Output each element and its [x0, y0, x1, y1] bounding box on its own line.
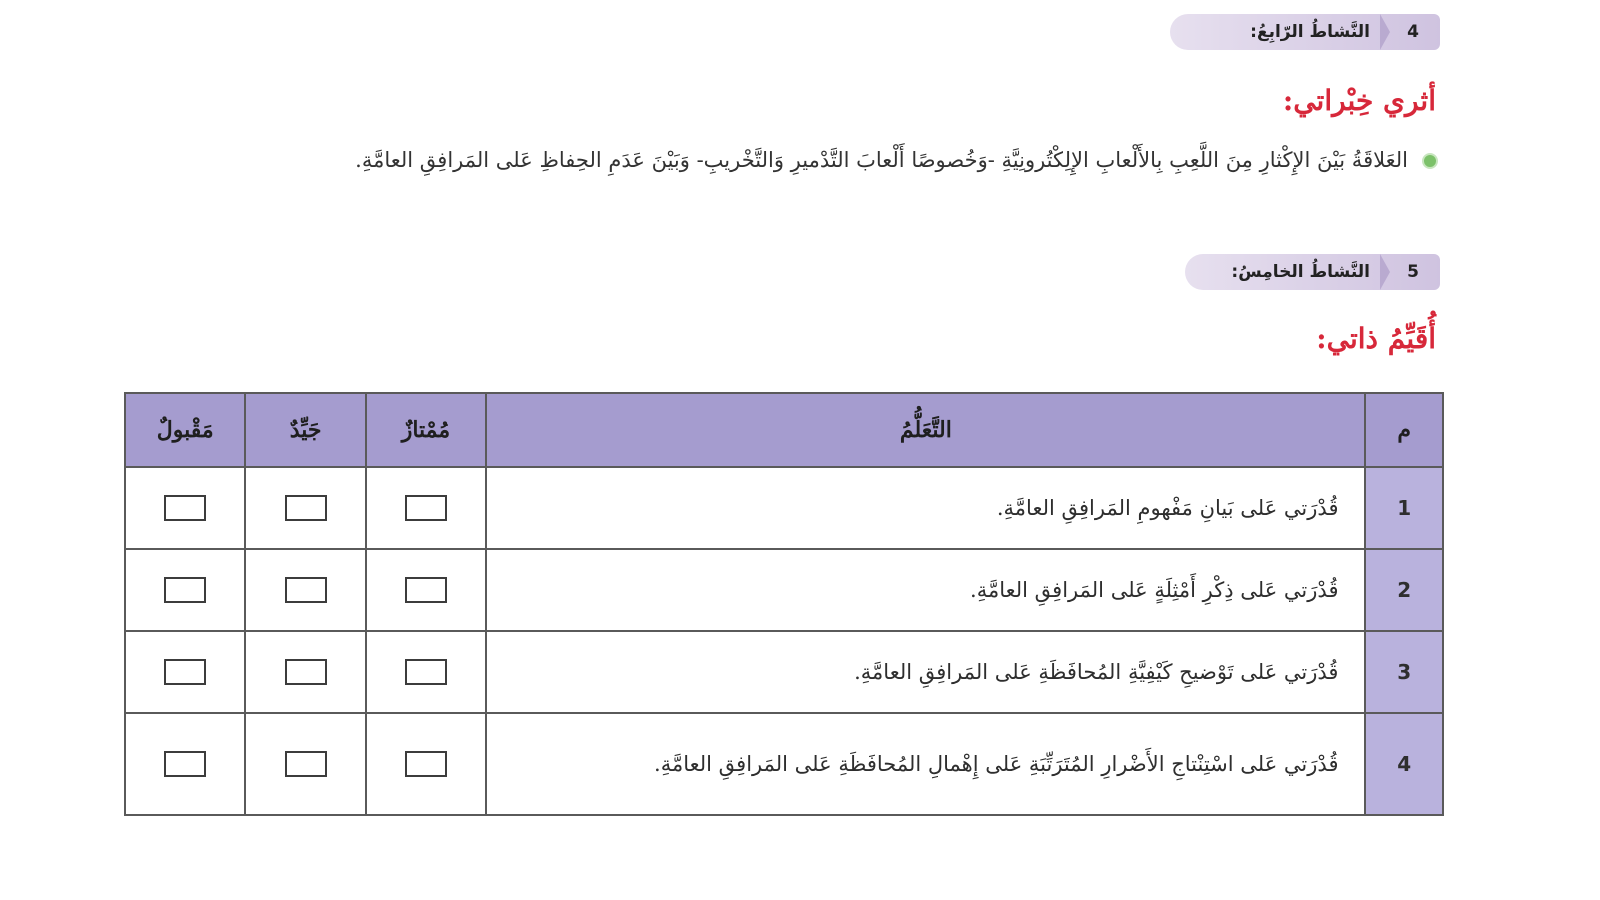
table-header-row — [125, 393, 1443, 467]
good-cell — [245, 549, 365, 631]
table-row — [125, 713, 1443, 815]
acceptable-cell — [125, 713, 245, 815]
row-text: قُدْرَتي عَلى تَوْضيحِ كَيْفِيَّةِ المُحافَظَةِ عَلى المَرافِقِ العامَّةِ. — [486, 631, 1365, 713]
good-checkbox[interactable] — [285, 751, 327, 777]
excellent-checkbox[interactable] — [405, 659, 447, 685]
activity-4-label: النَّشاطُ الرّابِعُ: — [1250, 22, 1370, 42]
acceptable-cell — [125, 467, 245, 549]
header-good: جَيِّدٌ — [245, 393, 365, 467]
enrich-heading: أثري خِبْراتي: — [1282, 84, 1436, 117]
excellent-checkbox[interactable] — [405, 577, 447, 603]
pill-arrow-icon — [1380, 14, 1390, 50]
table-row — [125, 467, 1443, 549]
excellent-cell — [366, 631, 486, 713]
activity-4-pill — [1170, 14, 1440, 50]
table-row — [125, 631, 1443, 713]
good-checkbox[interactable] — [285, 577, 327, 603]
bullet-dot-icon — [1422, 153, 1438, 169]
acceptable-checkbox[interactable] — [164, 577, 206, 603]
row-text: قُدْرَتي عَلى اسْتِنْتاجِ الأَضْرارِ المُتَرَتِّبَةِ عَلى إِهْمالِ المُحافَظَةِ عَلى المَرافِقِ العامَّةِ. — [486, 713, 1365, 815]
header-index: م — [1365, 393, 1443, 467]
self-assessment-heading: أُقَيِّمُ ذاتي: — [1316, 322, 1436, 355]
row-text: قُدْرَتي عَلى بَيانِ مَفْهومِ المَرافِقِ العامَّةِ. — [486, 467, 1365, 549]
excellent-checkbox[interactable] — [405, 495, 447, 521]
good-cell — [245, 713, 365, 815]
good-checkbox[interactable] — [285, 659, 327, 685]
activity-5-number: 5 — [1407, 262, 1419, 282]
activity-4-number: 4 — [1407, 22, 1419, 42]
row-text: قُدْرَتي عَلى ذِكْرِ أَمْثِلَةٍ عَلى المَرافِقِ العامَّةِ. — [486, 549, 1365, 631]
excellent-checkbox[interactable] — [405, 751, 447, 777]
acceptable-checkbox[interactable] — [164, 659, 206, 685]
acceptable-checkbox[interactable] — [164, 751, 206, 777]
bullet-paragraph — [130, 140, 1440, 180]
acceptable-cell — [125, 549, 245, 631]
header-excellent: مُمْتازٌ — [366, 393, 486, 467]
acceptable-checkbox[interactable] — [164, 495, 206, 521]
good-cell — [245, 467, 365, 549]
row-index: 1 — [1365, 467, 1443, 549]
excellent-cell — [366, 549, 486, 631]
pill-arrow-icon — [1380, 254, 1390, 290]
bullet-text: العَلاقَةُ بَيْنَ الإِكْثارِ مِنَ اللَّعِبِ بِالأَلْعابِ الإِلِكْتُرونِيَّةِ -وَخُصوصًا أَلْعابَ التَّدْميرِ وَالتَّخْريبِ- وَبَيْنَ عَدَمِ الحِفاظِ عَلى المَرافِقِ العامَّةِ. — [355, 148, 1408, 172]
activity-5-pill — [1185, 254, 1440, 290]
row-index: 4 — [1365, 713, 1443, 815]
activity-5-label: النَّشاطُ الخامِسُ: — [1231, 262, 1370, 282]
row-index: 3 — [1365, 631, 1443, 713]
good-cell — [245, 631, 365, 713]
row-index: 2 — [1365, 549, 1443, 631]
acceptable-cell — [125, 631, 245, 713]
excellent-cell — [366, 467, 486, 549]
good-checkbox[interactable] — [285, 495, 327, 521]
header-learning: التَّعَلُّمُ — [486, 393, 1365, 467]
excellent-cell — [366, 713, 486, 815]
self-assessment-table — [124, 392, 1444, 816]
table-row — [125, 549, 1443, 631]
header-acceptable: مَقْبولٌ — [125, 393, 245, 467]
